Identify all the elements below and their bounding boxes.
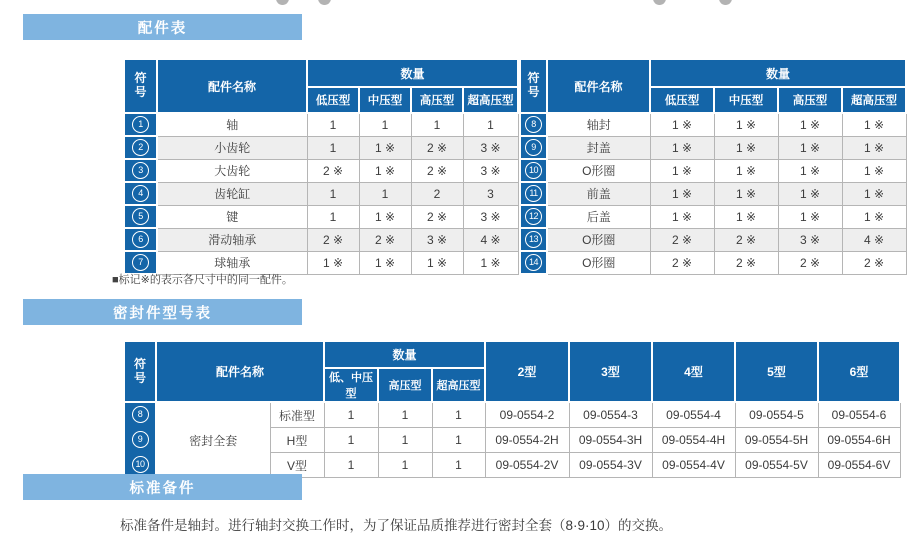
qty-cell: 1 ※ [650, 136, 714, 159]
cropped-figure-remnant-arc [719, 0, 732, 5]
qty-cell: 2 ※ [714, 228, 778, 251]
part-name-cell: 小齿轮 [157, 136, 307, 159]
qty-cell: 1 ※ [714, 205, 778, 228]
table-row [520, 205, 906, 228]
qty-cell: 1 ※ [359, 251, 411, 274]
col-header-low-mid-pressure: 低、中压型 [324, 368, 378, 402]
qty-cell: 1 ※ [714, 113, 778, 136]
qty-cell: 1 [307, 182, 359, 205]
col-header-quantity: 数量 [324, 341, 485, 368]
symbol-badge: 7 [124, 251, 157, 274]
qty-cell: 1 ※ [778, 182, 842, 205]
col-header-model-5: 5型 [735, 341, 818, 402]
qty-cell: 1 [432, 428, 485, 453]
qty-cell: 1 ※ [778, 136, 842, 159]
qty-cell: 2 ※ [650, 228, 714, 251]
part-name-cell: O形圈 [547, 251, 650, 274]
model-number-cell: 09-0554-4V [652, 453, 735, 478]
section-title-spares: 标准备件 [129, 480, 196, 497]
symbol-badge: 9 [132, 431, 149, 448]
table-row [124, 136, 518, 159]
parts-table-left [123, 58, 519, 275]
symbol-badge: 3 [124, 159, 157, 182]
table-row [520, 136, 906, 159]
col-header-ultra-pressure: 超高压型 [463, 87, 518, 113]
qty-cell: 2 ※ [307, 159, 359, 182]
qty-cell: 1 [307, 205, 359, 228]
qty-cell: 2 ※ [307, 228, 359, 251]
col-header-high-pressure: 高压型 [778, 87, 842, 113]
qty-cell: 1 [359, 113, 411, 136]
part-name-cell: 前盖 [547, 182, 650, 205]
section-title-parts: 配件表 [137, 20, 188, 37]
col-header-part-name: 配件名称 [157, 59, 307, 113]
qty-cell: 1 ※ [650, 113, 714, 136]
parts-table-footnote: ■标记※的表示各尺寸中的同一配件。 [112, 274, 293, 286]
col-header-mid-pressure: 中压型 [714, 87, 778, 113]
seal-type-cell: V型 [270, 453, 324, 478]
table-row [124, 205, 518, 228]
cropped-figure-remnant-arc [318, 0, 331, 5]
part-name-cell: O形圈 [547, 228, 650, 251]
qty-cell: 1 [359, 182, 411, 205]
qty-cell: 2 [411, 182, 463, 205]
qty-cell: 1 [411, 113, 463, 136]
qty-cell: 1 ※ [842, 205, 906, 228]
col-header-low-pressure: 低压型 [650, 87, 714, 113]
table-row [520, 182, 906, 205]
part-name-cell: 封盖 [547, 136, 650, 159]
qty-cell: 1 ※ [714, 159, 778, 182]
qty-cell: 3 ※ [463, 205, 518, 228]
part-name-cell: O形圈 [547, 159, 650, 182]
table-row [124, 159, 518, 182]
qty-cell: 1 ※ [842, 136, 906, 159]
parts-table-right [519, 58, 907, 275]
col-header-model-6: 6型 [818, 341, 900, 402]
symbol-badge: 1 [124, 113, 157, 136]
symbol-badge: 10 [520, 159, 547, 182]
symbol-badge: 12 [520, 205, 547, 228]
symbol-badge: 6 [124, 228, 157, 251]
qty-cell: 1 ※ [714, 182, 778, 205]
section-bar-spares [23, 474, 302, 500]
model-number-cell: 09-0554-6 [818, 402, 900, 428]
qty-cell: 1 ※ [650, 159, 714, 182]
qty-cell: 1 [307, 136, 359, 159]
col-header-part-name: 配件名称 [547, 59, 650, 113]
col-header-ultra-pressure: 超高压型 [842, 87, 906, 113]
symbol-badge-group [124, 402, 156, 478]
qty-cell: 2 ※ [411, 136, 463, 159]
table-row [124, 402, 900, 428]
qty-cell: 3 ※ [411, 228, 463, 251]
col-header-quantity: 数量 [307, 59, 518, 87]
seal-type-cell: 标准型 [270, 402, 324, 428]
qty-cell: 1 [378, 428, 432, 453]
table-row [520, 159, 906, 182]
part-name-cell: 球轴承 [157, 251, 307, 274]
qty-cell: 3 [463, 182, 518, 205]
section-bar-seals [23, 299, 302, 325]
part-name-cell: 齿轮缸 [157, 182, 307, 205]
model-number-cell: 09-0554-5V [735, 453, 818, 478]
model-number-cell: 09-0554-4H [652, 428, 735, 453]
cropped-figure-remnant-arc [276, 0, 289, 5]
col-header-symbol: 符号 [124, 341, 156, 402]
qty-cell: 2 ※ [778, 251, 842, 274]
col-header-part-name: 配件名称 [156, 341, 324, 402]
col-header-symbol: 符号 [520, 59, 547, 113]
qty-cell: 1 [307, 113, 359, 136]
section-title-seals: 密封件型号表 [113, 305, 212, 322]
part-name-cell: 轴 [157, 113, 307, 136]
col-header-model-2: 2型 [485, 341, 569, 402]
qty-cell: 1 ※ [359, 159, 411, 182]
qty-cell: 1 ※ [778, 159, 842, 182]
qty-cell: 3 ※ [463, 159, 518, 182]
symbol-badge: 9 [520, 136, 547, 159]
table-row [520, 228, 906, 251]
qty-cell: 1 ※ [307, 251, 359, 274]
qty-cell: 1 [324, 402, 378, 428]
model-number-cell: 09-0554-6H [818, 428, 900, 453]
col-header-high-pressure: 高压型 [411, 87, 463, 113]
symbol-badge: 5 [124, 205, 157, 228]
symbol-badge: 2 [124, 136, 157, 159]
qty-cell: 1 [463, 113, 518, 136]
table-row [124, 113, 518, 136]
col-header-mid-pressure: 中压型 [359, 87, 411, 113]
col-header-low-pressure: 低压型 [307, 87, 359, 113]
spares-description-text: 标准备件是轴封。进行轴封交换工作时，为了保证品质推荐进行密封全套（8·9·10）的交换。 [120, 518, 673, 533]
qty-cell: 1 ※ [411, 251, 463, 274]
col-header-model-4: 4型 [652, 341, 735, 402]
qty-cell: 1 [324, 428, 378, 453]
qty-cell: 2 ※ [714, 251, 778, 274]
model-number-cell: 09-0554-2 [485, 402, 569, 428]
qty-cell: 2 ※ [411, 159, 463, 182]
section-bar-parts [23, 14, 302, 40]
qty-cell: 1 ※ [714, 136, 778, 159]
symbol-badge: 13 [520, 228, 547, 251]
col-header-model-3: 3型 [569, 341, 652, 402]
qty-cell: 1 [378, 453, 432, 478]
qty-cell: 1 ※ [650, 182, 714, 205]
qty-cell: 1 [378, 402, 432, 428]
model-number-cell: 09-0554-3V [569, 453, 652, 478]
cropped-figure-remnant-arc [653, 0, 666, 5]
model-number-cell: 09-0554-3H [569, 428, 652, 453]
symbol-badge: 8 [132, 406, 149, 423]
qty-cell: 1 [432, 402, 485, 428]
qty-cell: 1 ※ [778, 113, 842, 136]
model-number-cell: 09-0554-4 [652, 402, 735, 428]
col-header-ultra-pressure: 超高压型 [432, 368, 485, 402]
part-name-cell: 密封全套 [156, 402, 270, 478]
model-number-cell: 09-0554-5 [735, 402, 818, 428]
table-row [520, 113, 906, 136]
model-number-cell: 09-0554-5H [735, 428, 818, 453]
qty-cell: 1 ※ [842, 159, 906, 182]
col-header-symbol: 符号 [124, 59, 157, 113]
table-row [124, 228, 518, 251]
part-name-cell: 滑动轴承 [157, 228, 307, 251]
symbol-badge: 10 [132, 456, 149, 473]
qty-cell: 1 [324, 453, 378, 478]
table-row [124, 182, 518, 205]
symbol-badge: 11 [520, 182, 547, 205]
model-number-cell: 09-0554-3 [569, 402, 652, 428]
qty-cell: 4 ※ [463, 228, 518, 251]
qty-cell: 1 ※ [842, 113, 906, 136]
qty-cell: 1 [432, 453, 485, 478]
qty-cell: 1 ※ [359, 205, 411, 228]
col-header-quantity: 数量 [650, 59, 906, 87]
part-name-cell: 后盖 [547, 205, 650, 228]
part-name-cell: 键 [157, 205, 307, 228]
table-row [520, 251, 906, 274]
model-number-cell: 09-0554-2H [485, 428, 569, 453]
col-header-high-pressure: 高压型 [378, 368, 432, 402]
qty-cell: 2 ※ [650, 251, 714, 274]
model-number-cell: 09-0554-6V [818, 453, 900, 478]
part-name-cell: 大齿轮 [157, 159, 307, 182]
qty-cell: 1 ※ [778, 205, 842, 228]
symbol-badge: 8 [520, 113, 547, 136]
qty-cell: 1 ※ [842, 182, 906, 205]
qty-cell: 1 ※ [463, 251, 518, 274]
seal-model-table [123, 340, 901, 479]
model-number-cell: 09-0554-2V [485, 453, 569, 478]
qty-cell: 1 ※ [650, 205, 714, 228]
qty-cell: 2 ※ [359, 228, 411, 251]
qty-cell: 3 ※ [778, 228, 842, 251]
qty-cell: 4 ※ [842, 228, 906, 251]
part-name-cell: 轴封 [547, 113, 650, 136]
symbol-badge: 14 [520, 251, 547, 274]
qty-cell: 2 ※ [842, 251, 906, 274]
symbol-badge: 4 [124, 182, 157, 205]
seal-type-cell: H型 [270, 428, 324, 453]
qty-cell: 1 ※ [359, 136, 411, 159]
qty-cell: 3 ※ [463, 136, 518, 159]
qty-cell: 2 ※ [411, 205, 463, 228]
